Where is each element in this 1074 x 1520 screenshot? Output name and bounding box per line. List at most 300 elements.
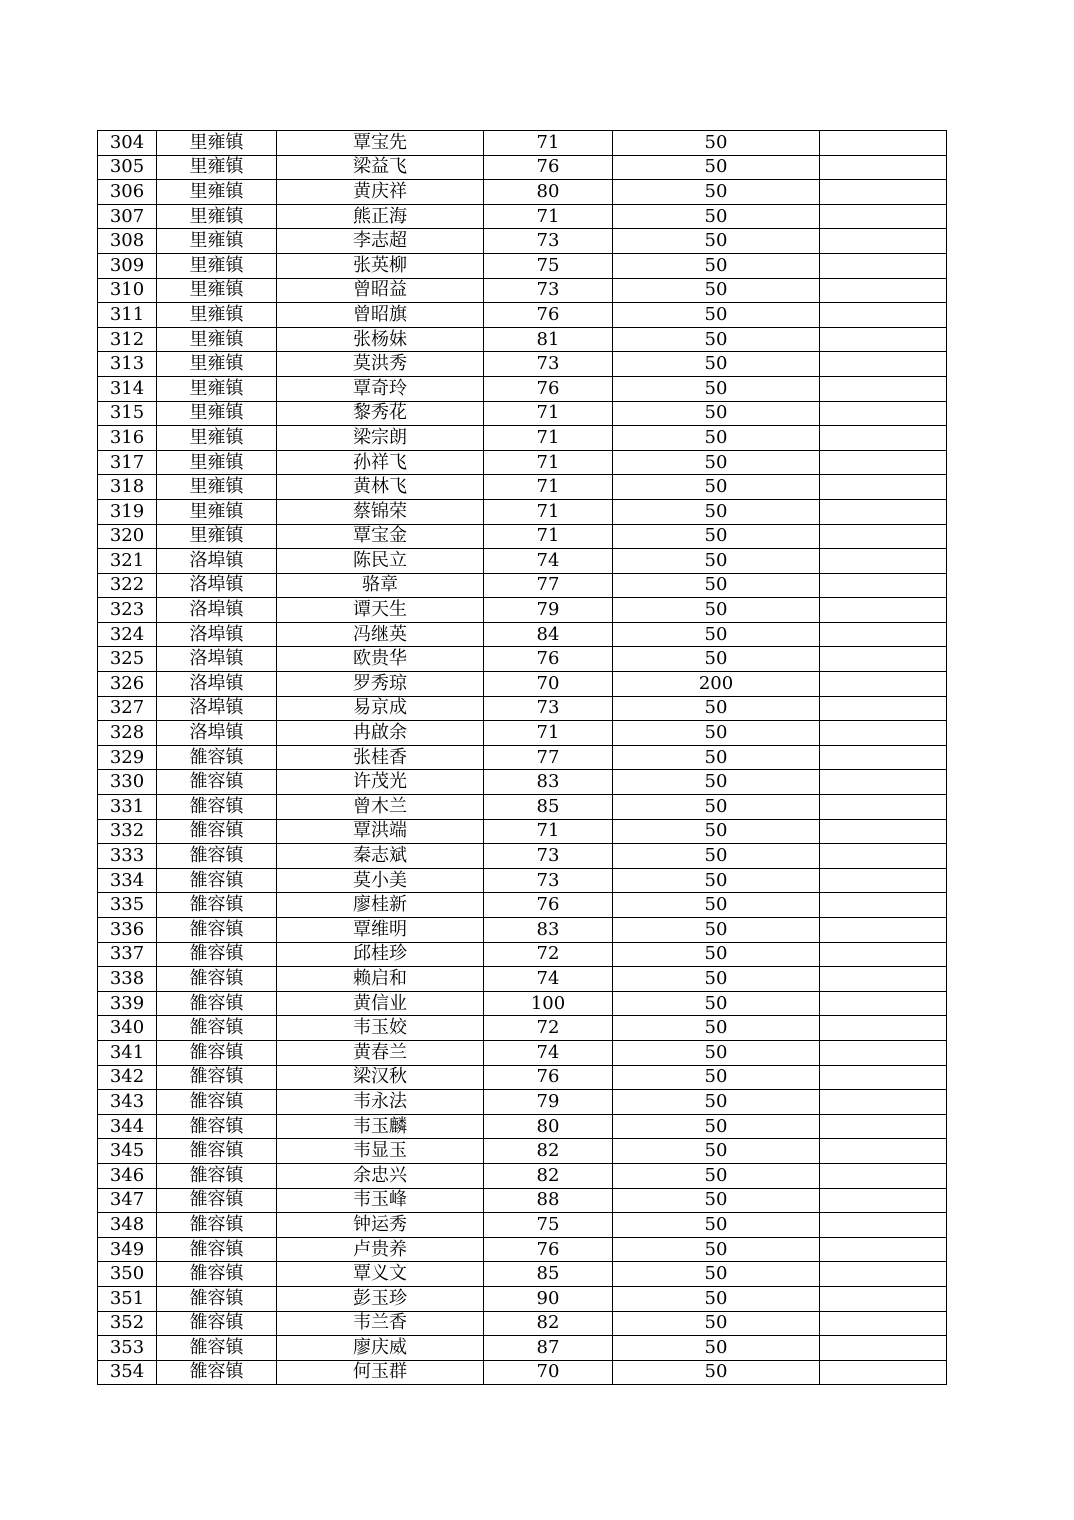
row-number-cell: 339 bbox=[98, 991, 157, 1016]
table-row bbox=[98, 327, 947, 352]
table-row bbox=[98, 1114, 947, 1139]
table-row bbox=[98, 1016, 947, 1041]
name-cell: 孙祥飞 bbox=[277, 450, 484, 475]
amount-cell: 200 bbox=[613, 672, 820, 697]
town-cell: 里雍镇 bbox=[157, 475, 277, 500]
town-cell: 雒容镇 bbox=[157, 967, 277, 992]
table-row bbox=[98, 1188, 947, 1213]
table-row bbox=[98, 991, 947, 1016]
town-cell: 里雍镇 bbox=[157, 450, 277, 475]
age-cell: 85 bbox=[484, 1262, 613, 1287]
row-number-cell: 320 bbox=[98, 524, 157, 549]
table-row bbox=[98, 401, 947, 426]
note-cell bbox=[820, 745, 947, 770]
table-row bbox=[98, 696, 947, 721]
town-cell: 洛埠镇 bbox=[157, 721, 277, 746]
row-number-cell: 309 bbox=[98, 253, 157, 278]
town-cell: 里雍镇 bbox=[157, 253, 277, 278]
town-cell: 里雍镇 bbox=[157, 376, 277, 401]
age-cell: 71 bbox=[484, 819, 613, 844]
name-cell: 覃洪端 bbox=[277, 819, 484, 844]
table-row bbox=[98, 942, 947, 967]
table-row bbox=[98, 622, 947, 647]
amount-cell: 50 bbox=[613, 868, 820, 893]
row-number-cell: 346 bbox=[98, 1163, 157, 1188]
name-cell: 熊正海 bbox=[277, 204, 484, 229]
note-cell bbox=[820, 450, 947, 475]
age-cell: 75 bbox=[484, 1213, 613, 1238]
name-cell: 蔡锦荣 bbox=[277, 499, 484, 524]
age-cell: 77 bbox=[484, 745, 613, 770]
row-number-cell: 324 bbox=[98, 622, 157, 647]
name-cell: 许茂光 bbox=[277, 770, 484, 795]
amount-cell: 50 bbox=[613, 647, 820, 672]
age-cell: 71 bbox=[484, 204, 613, 229]
amount-cell: 50 bbox=[613, 942, 820, 967]
row-number-cell: 347 bbox=[98, 1188, 157, 1213]
row-number-cell: 317 bbox=[98, 450, 157, 475]
name-cell: 张桂香 bbox=[277, 745, 484, 770]
age-cell: 75 bbox=[484, 253, 613, 278]
name-cell: 黄林飞 bbox=[277, 475, 484, 500]
row-number-cell: 353 bbox=[98, 1336, 157, 1361]
age-cell: 73 bbox=[484, 352, 613, 377]
note-cell bbox=[820, 229, 947, 254]
note-cell bbox=[820, 1262, 947, 1287]
row-number-cell: 312 bbox=[98, 327, 157, 352]
amount-cell: 50 bbox=[613, 131, 820, 156]
name-cell: 李志超 bbox=[277, 229, 484, 254]
amount-cell: 50 bbox=[613, 1188, 820, 1213]
table-row bbox=[98, 352, 947, 377]
table-row bbox=[98, 967, 947, 992]
row-number-cell: 328 bbox=[98, 721, 157, 746]
row-number-cell: 315 bbox=[98, 401, 157, 426]
row-number-cell: 335 bbox=[98, 893, 157, 918]
amount-cell: 50 bbox=[613, 376, 820, 401]
age-cell: 76 bbox=[484, 1237, 613, 1262]
note-cell bbox=[820, 819, 947, 844]
amount-cell: 50 bbox=[613, 475, 820, 500]
age-cell: 77 bbox=[484, 573, 613, 598]
name-cell: 秦志斌 bbox=[277, 844, 484, 869]
age-cell: 70 bbox=[484, 1360, 613, 1385]
town-cell: 里雍镇 bbox=[157, 303, 277, 328]
note-cell bbox=[820, 1163, 947, 1188]
row-number-cell: 327 bbox=[98, 696, 157, 721]
amount-cell: 50 bbox=[613, 598, 820, 623]
note-cell bbox=[820, 352, 947, 377]
table-row bbox=[98, 1090, 947, 1115]
table-row bbox=[98, 795, 947, 820]
row-number-cell: 336 bbox=[98, 918, 157, 943]
town-cell: 雒容镇 bbox=[157, 1040, 277, 1065]
amount-cell: 50 bbox=[613, 1114, 820, 1139]
amount-cell: 50 bbox=[613, 450, 820, 475]
town-cell: 里雍镇 bbox=[157, 204, 277, 229]
age-cell: 73 bbox=[484, 868, 613, 893]
name-cell: 覃义文 bbox=[277, 1262, 484, 1287]
age-cell: 82 bbox=[484, 1139, 613, 1164]
note-cell bbox=[820, 524, 947, 549]
town-cell: 雒容镇 bbox=[157, 1213, 277, 1238]
name-cell: 冯继英 bbox=[277, 622, 484, 647]
age-cell: 80 bbox=[484, 1114, 613, 1139]
name-cell: 梁益飞 bbox=[277, 155, 484, 180]
amount-cell: 50 bbox=[613, 180, 820, 205]
age-cell: 76 bbox=[484, 1065, 613, 1090]
table-row bbox=[98, 918, 947, 943]
note-cell bbox=[820, 549, 947, 574]
note-cell bbox=[820, 622, 947, 647]
name-cell: 钟运秀 bbox=[277, 1213, 484, 1238]
table-row bbox=[98, 1336, 947, 1361]
amount-cell: 50 bbox=[613, 844, 820, 869]
amount-cell: 50 bbox=[613, 622, 820, 647]
table-row bbox=[98, 770, 947, 795]
town-cell: 雒容镇 bbox=[157, 1360, 277, 1385]
name-cell: 张杨妹 bbox=[277, 327, 484, 352]
row-number-cell: 351 bbox=[98, 1286, 157, 1311]
age-cell: 73 bbox=[484, 229, 613, 254]
row-number-cell: 349 bbox=[98, 1237, 157, 1262]
name-cell: 韦玉麟 bbox=[277, 1114, 484, 1139]
table-row bbox=[98, 721, 947, 746]
table-row bbox=[98, 598, 947, 623]
town-cell: 雒容镇 bbox=[157, 991, 277, 1016]
row-number-cell: 354 bbox=[98, 1360, 157, 1385]
age-cell: 71 bbox=[484, 499, 613, 524]
note-cell bbox=[820, 1286, 947, 1311]
town-cell: 雒容镇 bbox=[157, 1163, 277, 1188]
table-row bbox=[98, 1139, 947, 1164]
town-cell: 洛埠镇 bbox=[157, 647, 277, 672]
note-cell bbox=[820, 278, 947, 303]
table-row bbox=[98, 1286, 947, 1311]
age-cell: 74 bbox=[484, 549, 613, 574]
amount-cell: 50 bbox=[613, 278, 820, 303]
row-number-cell: 350 bbox=[98, 1262, 157, 1287]
amount-cell: 50 bbox=[613, 795, 820, 820]
town-cell: 雒容镇 bbox=[157, 918, 277, 943]
town-cell: 雒容镇 bbox=[157, 1090, 277, 1115]
amount-cell: 50 bbox=[613, 696, 820, 721]
name-cell: 陈民立 bbox=[277, 549, 484, 574]
amount-cell: 50 bbox=[613, 1336, 820, 1361]
town-cell: 洛埠镇 bbox=[157, 549, 277, 574]
note-cell bbox=[820, 598, 947, 623]
town-cell: 洛埠镇 bbox=[157, 622, 277, 647]
name-cell: 黄春兰 bbox=[277, 1040, 484, 1065]
note-cell bbox=[820, 795, 947, 820]
note-cell bbox=[820, 303, 947, 328]
age-cell: 84 bbox=[484, 622, 613, 647]
age-cell: 100 bbox=[484, 991, 613, 1016]
row-number-cell: 329 bbox=[98, 745, 157, 770]
age-cell: 82 bbox=[484, 1163, 613, 1188]
note-cell bbox=[820, 942, 947, 967]
town-cell: 里雍镇 bbox=[157, 229, 277, 254]
note-cell bbox=[820, 1090, 947, 1115]
note-cell bbox=[820, 401, 947, 426]
table-row bbox=[98, 253, 947, 278]
row-number-cell: 305 bbox=[98, 155, 157, 180]
name-cell: 黎秀花 bbox=[277, 401, 484, 426]
name-cell: 易京成 bbox=[277, 696, 484, 721]
name-cell: 彭玉珍 bbox=[277, 1286, 484, 1311]
town-cell: 雒容镇 bbox=[157, 1065, 277, 1090]
table-row bbox=[98, 672, 947, 697]
age-cell: 73 bbox=[484, 696, 613, 721]
age-cell: 83 bbox=[484, 918, 613, 943]
note-cell bbox=[820, 1016, 947, 1041]
town-cell: 雒容镇 bbox=[157, 1286, 277, 1311]
amount-cell: 50 bbox=[613, 1163, 820, 1188]
note-cell bbox=[820, 1065, 947, 1090]
amount-cell: 50 bbox=[613, 1139, 820, 1164]
town-cell: 雒容镇 bbox=[157, 1114, 277, 1139]
name-cell: 冉啟余 bbox=[277, 721, 484, 746]
row-number-cell: 333 bbox=[98, 844, 157, 869]
note-cell bbox=[820, 647, 947, 672]
town-cell: 洛埠镇 bbox=[157, 573, 277, 598]
table-row bbox=[98, 745, 947, 770]
row-number-cell: 326 bbox=[98, 672, 157, 697]
name-cell: 欧贵华 bbox=[277, 647, 484, 672]
table-row bbox=[98, 647, 947, 672]
name-cell: 廖桂新 bbox=[277, 893, 484, 918]
note-cell bbox=[820, 672, 947, 697]
amount-cell: 50 bbox=[613, 524, 820, 549]
name-cell: 梁汉秋 bbox=[277, 1065, 484, 1090]
town-cell: 雒容镇 bbox=[157, 942, 277, 967]
amount-cell: 50 bbox=[613, 819, 820, 844]
age-cell: 76 bbox=[484, 893, 613, 918]
row-number-cell: 319 bbox=[98, 499, 157, 524]
town-cell: 雒容镇 bbox=[157, 795, 277, 820]
row-number-cell: 304 bbox=[98, 131, 157, 156]
roster-table-body bbox=[98, 131, 947, 1385]
note-cell bbox=[820, 180, 947, 205]
town-cell: 雒容镇 bbox=[157, 1336, 277, 1361]
name-cell: 何玉群 bbox=[277, 1360, 484, 1385]
table-row bbox=[98, 573, 947, 598]
town-cell: 里雍镇 bbox=[157, 524, 277, 549]
table-row bbox=[98, 1237, 947, 1262]
town-cell: 雒容镇 bbox=[157, 893, 277, 918]
name-cell: 覃奇玲 bbox=[277, 376, 484, 401]
row-number-cell: 314 bbox=[98, 376, 157, 401]
table-row bbox=[98, 131, 947, 156]
age-cell: 85 bbox=[484, 795, 613, 820]
age-cell: 76 bbox=[484, 303, 613, 328]
note-cell bbox=[820, 573, 947, 598]
amount-cell: 50 bbox=[613, 991, 820, 1016]
name-cell: 余忠兴 bbox=[277, 1163, 484, 1188]
row-number-cell: 308 bbox=[98, 229, 157, 254]
row-number-cell: 345 bbox=[98, 1139, 157, 1164]
age-cell: 72 bbox=[484, 942, 613, 967]
row-number-cell: 332 bbox=[98, 819, 157, 844]
amount-cell: 50 bbox=[613, 967, 820, 992]
note-cell bbox=[820, 475, 947, 500]
age-cell: 87 bbox=[484, 1336, 613, 1361]
age-cell: 76 bbox=[484, 376, 613, 401]
note-cell bbox=[820, 376, 947, 401]
age-cell: 79 bbox=[484, 1090, 613, 1115]
name-cell: 韦玉峰 bbox=[277, 1188, 484, 1213]
note-cell bbox=[820, 868, 947, 893]
table-row bbox=[98, 229, 947, 254]
amount-cell: 50 bbox=[613, 401, 820, 426]
amount-cell: 50 bbox=[613, 303, 820, 328]
age-cell: 71 bbox=[484, 450, 613, 475]
row-number-cell: 348 bbox=[98, 1213, 157, 1238]
note-cell bbox=[820, 721, 947, 746]
name-cell: 覃维明 bbox=[277, 918, 484, 943]
table-row bbox=[98, 1360, 947, 1385]
town-cell: 雒容镇 bbox=[157, 1016, 277, 1041]
town-cell: 雒容镇 bbox=[157, 844, 277, 869]
town-cell: 雒容镇 bbox=[157, 868, 277, 893]
age-cell: 76 bbox=[484, 647, 613, 672]
town-cell: 里雍镇 bbox=[157, 352, 277, 377]
amount-cell: 50 bbox=[613, 770, 820, 795]
table-row bbox=[98, 499, 947, 524]
table-row bbox=[98, 155, 947, 180]
amount-cell: 50 bbox=[613, 1262, 820, 1287]
row-number-cell: 311 bbox=[98, 303, 157, 328]
amount-cell: 50 bbox=[613, 229, 820, 254]
town-cell: 里雍镇 bbox=[157, 426, 277, 451]
town-cell: 雒容镇 bbox=[157, 819, 277, 844]
note-cell bbox=[820, 499, 947, 524]
note-cell bbox=[820, 253, 947, 278]
row-number-cell: 325 bbox=[98, 647, 157, 672]
name-cell: 邱桂珍 bbox=[277, 942, 484, 967]
age-cell: 82 bbox=[484, 1311, 613, 1336]
note-cell bbox=[820, 1188, 947, 1213]
note-cell bbox=[820, 155, 947, 180]
note-cell bbox=[820, 918, 947, 943]
name-cell: 莫小美 bbox=[277, 868, 484, 893]
amount-cell: 50 bbox=[613, 1286, 820, 1311]
age-cell: 79 bbox=[484, 598, 613, 623]
name-cell: 曾昭旗 bbox=[277, 303, 484, 328]
name-cell: 韦玉姣 bbox=[277, 1016, 484, 1041]
town-cell: 里雍镇 bbox=[157, 401, 277, 426]
age-cell: 74 bbox=[484, 967, 613, 992]
note-cell bbox=[820, 1360, 947, 1385]
table-row bbox=[98, 1213, 947, 1238]
name-cell: 黄庆祥 bbox=[277, 180, 484, 205]
town-cell: 雒容镇 bbox=[157, 745, 277, 770]
name-cell: 张英柳 bbox=[277, 253, 484, 278]
name-cell: 韦显玉 bbox=[277, 1139, 484, 1164]
age-cell: 76 bbox=[484, 155, 613, 180]
row-number-cell: 341 bbox=[98, 1040, 157, 1065]
amount-cell: 50 bbox=[613, 1237, 820, 1262]
row-number-cell: 337 bbox=[98, 942, 157, 967]
table-row bbox=[98, 303, 947, 328]
row-number-cell: 330 bbox=[98, 770, 157, 795]
note-cell bbox=[820, 426, 947, 451]
age-cell: 71 bbox=[484, 401, 613, 426]
name-cell: 曾木兰 bbox=[277, 795, 484, 820]
amount-cell: 50 bbox=[613, 253, 820, 278]
row-number-cell: 352 bbox=[98, 1311, 157, 1336]
table-row bbox=[98, 376, 947, 401]
note-cell bbox=[820, 1336, 947, 1361]
note-cell bbox=[820, 967, 947, 992]
town-cell: 雒容镇 bbox=[157, 1139, 277, 1164]
town-cell: 洛埠镇 bbox=[157, 696, 277, 721]
amount-cell: 50 bbox=[613, 1065, 820, 1090]
age-cell: 71 bbox=[484, 131, 613, 156]
note-cell bbox=[820, 893, 947, 918]
name-cell: 莫洪秀 bbox=[277, 352, 484, 377]
name-cell: 卢贵养 bbox=[277, 1237, 484, 1262]
age-cell: 90 bbox=[484, 1286, 613, 1311]
town-cell: 里雍镇 bbox=[157, 131, 277, 156]
name-cell: 谭天生 bbox=[277, 598, 484, 623]
row-number-cell: 340 bbox=[98, 1016, 157, 1041]
table-row bbox=[98, 1262, 947, 1287]
row-number-cell: 338 bbox=[98, 967, 157, 992]
age-cell: 81 bbox=[484, 327, 613, 352]
note-cell bbox=[820, 204, 947, 229]
table-row bbox=[98, 1163, 947, 1188]
name-cell: 罗秀琼 bbox=[277, 672, 484, 697]
age-cell: 72 bbox=[484, 1016, 613, 1041]
amount-cell: 50 bbox=[613, 1016, 820, 1041]
row-number-cell: 342 bbox=[98, 1065, 157, 1090]
town-cell: 雒容镇 bbox=[157, 1237, 277, 1262]
town-cell: 雒容镇 bbox=[157, 1262, 277, 1287]
amount-cell: 50 bbox=[613, 918, 820, 943]
amount-cell: 50 bbox=[613, 1213, 820, 1238]
town-cell: 雒容镇 bbox=[157, 1311, 277, 1336]
amount-cell: 50 bbox=[613, 1311, 820, 1336]
age-cell: 88 bbox=[484, 1188, 613, 1213]
age-cell: 71 bbox=[484, 475, 613, 500]
town-cell: 里雍镇 bbox=[157, 327, 277, 352]
note-cell bbox=[820, 844, 947, 869]
amount-cell: 50 bbox=[613, 426, 820, 451]
roster-table bbox=[97, 130, 947, 1385]
note-cell bbox=[820, 1311, 947, 1336]
row-number-cell: 306 bbox=[98, 180, 157, 205]
age-cell: 70 bbox=[484, 672, 613, 697]
row-number-cell: 322 bbox=[98, 573, 157, 598]
age-cell: 80 bbox=[484, 180, 613, 205]
age-cell: 71 bbox=[484, 721, 613, 746]
note-cell bbox=[820, 327, 947, 352]
town-cell: 里雍镇 bbox=[157, 499, 277, 524]
note-cell bbox=[820, 1139, 947, 1164]
row-number-cell: 344 bbox=[98, 1114, 157, 1139]
note-cell bbox=[820, 1114, 947, 1139]
table-row bbox=[98, 1311, 947, 1336]
name-cell: 骆章 bbox=[277, 573, 484, 598]
table-row bbox=[98, 180, 947, 205]
row-number-cell: 323 bbox=[98, 598, 157, 623]
table-row bbox=[98, 868, 947, 893]
table-row bbox=[98, 549, 947, 574]
note-cell bbox=[820, 991, 947, 1016]
town-cell: 里雍镇 bbox=[157, 180, 277, 205]
age-cell: 74 bbox=[484, 1040, 613, 1065]
